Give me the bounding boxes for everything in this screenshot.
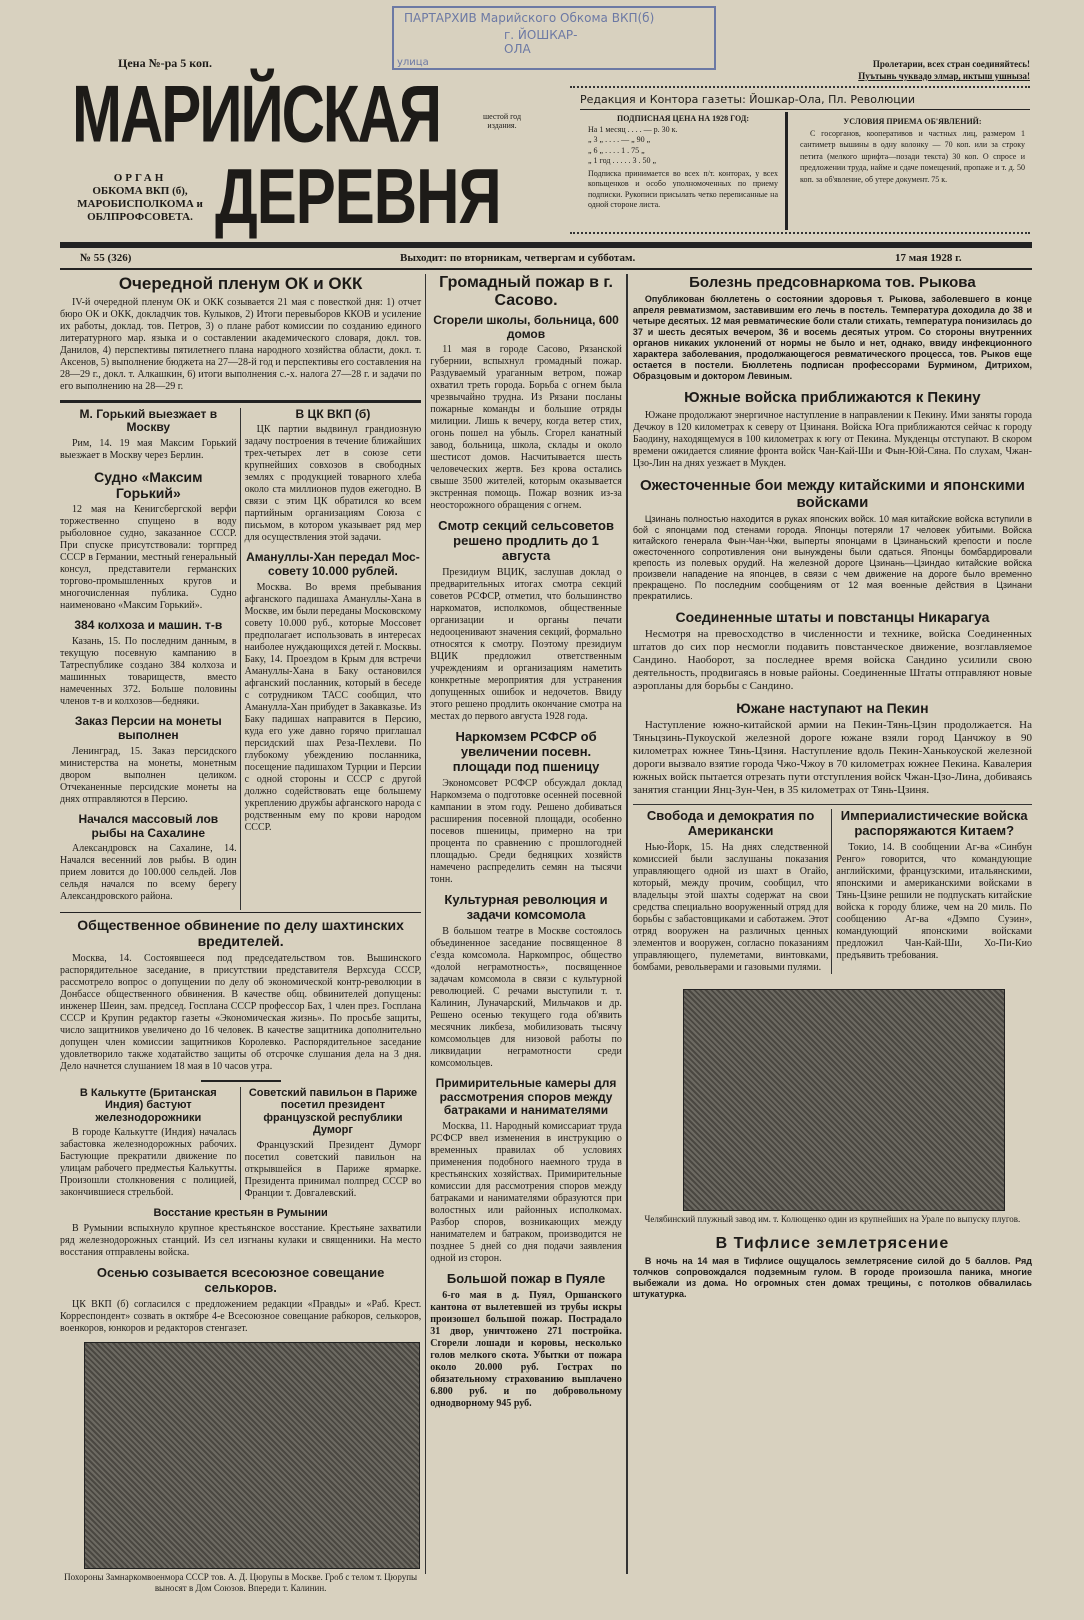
article-nicaragua <box>633 609 1032 693</box>
headline: 384 колхоза и машин. т-в <box>74 618 223 633</box>
article-culture <box>430 893 622 1070</box>
subscription-note: Подписка принимается во всех п/т. конторах, у всех копьщенков и особо уполномоченных по приему подписки. Рукописи присылать четко переписанные на одной стороне листа. <box>588 168 778 209</box>
article-persia <box>60 715 237 806</box>
article-body: Опубликован бюллетень о состоянии здоровья т. Рыкова, заболевшего в конце апреля ревматизмом, заставившим его лечь в постель. Температура доходила до 38 и четыре десятых. 12 мая ревматические боли стали стихать, температура понизилась до 37 и шесть десятых вечером, 36 и восемь десятых утром. Со стороны внутренних органов никаких уклонений от нормы не было и нет, однако, ввиду инфекционного характера заболевания, продолжающегося ревматического процесса, тов. Рыков еще остается в постели. Бюллетень подписан профессорами Бурмином, Дитрихом, Образцовым и доктором Левиным. <box>632 294 1032 382</box>
article-plenum <box>60 274 421 393</box>
article-body: Москва, 14. Состоявшееся под председательством тов. Вышинского распорядительное заседание, в присутствии представителя Верхсуда СССР, рассмотрело вопрос о допущении по делу об экономической контр-революции в Донбассе общественного обвинения. В качестве общ. обвинителей допущены: инженер Шеин, зам. председ. Госплана СССР профессор Бах, 1 член през. Госплана СССР и Крупин редактор газеты «Экономическая жизнь». По просьбе защиты, число защитников увеличено до 16 человек. В качестве защитника дополнительно допущен член комиссии защитников Королевко. Распорядительное заседание удовлетворило также ходатайство защиты об отсрочке слушания дела на 3 дня. Дело начнется слушанием 18 мая в 10 часов утра. <box>60 952 422 1072</box>
headline: Империалистические войска распоряжаются Китаем? <box>840 808 1028 839</box>
subscription-row: „ 1 год . . . . . 3 . 50 „ <box>588 156 657 165</box>
ads-box <box>800 116 1025 185</box>
article-imperialist <box>831 809 1032 974</box>
article-ck <box>245 408 422 545</box>
left-columns <box>60 408 421 911</box>
article-sasovo <box>430 274 622 512</box>
article-south <box>633 389 1032 469</box>
funeral-caption: Похороны Замнаркомвоенмора СССР тов. А. Д. Цюрупы в Москве. Гроб с телом т. Цюрупы выносят в Дом Союзов. Впереди т. Калинин. <box>64 1571 418 1593</box>
article-body: Ленинград, 15. Заказ персидского министерства на монеты, монетным двором выполнен целиком. Отчеканенные персидские монеты на днях отправляются в Персию. <box>60 745 237 805</box>
stamp-line: г. ЙОШКАР-ОЛА <box>504 28 578 56</box>
column-2 <box>240 408 422 911</box>
article-body: Несмотря на превосходство в численности и технике, войска Соединенных штатов до сих пор несмогли подавить повстанческое движение, возглавляемое Сандино. Наоборот, за последнее время войска Сандино усилили свою деятельность, продвигаясь в новые районы. Соединенные Штаты отправляют новые аэропланы для борьбы с Сандино. <box>632 628 1032 693</box>
headline: Соединенные штаты и повстанцы Никарагуа <box>675 609 990 625</box>
article-body: 6-го мая в д. Пуял, Оршанского кантона от вылетевшей из трубы искры произошел большой пожар. Пострадало 31 двор, уничтожено 271 постройка. Сгорели лошади и коровы, несколько голов мелкого скота. Убытки от пожара около 20.000 руб. Гострах по обязательному страхованию выплачено 6.800 руб. и по добровольному однодворному 945 руб. <box>430 1290 622 1410</box>
content-area <box>60 274 1032 1594</box>
article-body: Цзинань полностью находится в руках японских войск. 10 мая китайские войска вступили в бой с японцами под стенами города. Японцы потеряли 17 человек убитыми. Войска китайского генерала Фын-Чан-Чжи, выперты японцами в Цзинаньский крепости и после ожесточенного сопротивления они вынуждены были сдаться. Японцы бомбардировали крепость из полевых орудий. На железной дороге Цзинань—Цзиндао китайские войска произвели нападение на японцев, в связи с чем движение на дороге было временно прекращено. По последним сообщениям от 12 мая военные действия в Цзинани прекратились. <box>632 514 1032 601</box>
article-shakhty <box>60 917 421 1072</box>
organ-line: МАРОБИСПОЛКОМА и <box>77 198 203 210</box>
right-columns <box>633 804 1032 981</box>
headline: Большой пожар в Пуяле <box>446 1271 606 1287</box>
stamp-line: ПАРТАРХИВ Марийского Обкома ВКП(б) <box>404 11 655 25</box>
article-chambers <box>430 1077 622 1265</box>
article-peking <box>633 700 1032 797</box>
year-note: шестой год издания. <box>482 112 522 130</box>
masthead-title-line2: ДЕРЕВНЯ <box>215 152 501 240</box>
column-3 <box>425 274 626 1574</box>
article-body: Александровск на Сахалине, 14. Начался весенний лов рыбы. В один прием ловится до 100.000 сельдей. Лов сельдя начался по всему берегу Александровского района. <box>60 843 237 903</box>
headline: Амануллы-Хан передал Мос-совету 10.000 рублей. <box>246 550 420 579</box>
article-narkomzem <box>430 730 622 886</box>
foreign-news-columns <box>60 1087 421 1208</box>
article-body: Президиум ВЦИК, заслушав доклад о предварительных итогах смотра секций советов РСФСР, отметил, что большинство наркоматов, исполкомов, общественные организации и органы печати недооценивают значения секций, формально относятся к смотру. Поэтому президиум ВЦИК предложил ответственным учреждениям и организациям наметить конкретные мероприятия для устранения допущенных ошибок и недочетов. Ввиду этого решено продлить окончание смотра на местах до первого августа 1928 года. <box>430 567 622 723</box>
article-body: В ночь на 14 мая в Тифлисе ощущалось землетрясение силой до 5 баллов. Ряд толчков сопровождался подземным гулом. В городе произошла паника, многие выбежали из дома. Но огромных стен домах трещины, с потолков обвалилась штукатурка. <box>632 1256 1032 1300</box>
subscription-row: „ 3 „ . . . . — „ 90 „ <box>588 135 651 144</box>
headline: Культурная революция и задачи комсомола <box>444 892 608 922</box>
slogan-line: Пролетарии, всех стран соединяйтесь! <box>872 59 1030 69</box>
subscription-box <box>588 114 778 211</box>
organ-line: ОБЛПРОФСОВЕТА. <box>87 211 193 223</box>
headline: Общественное обвинение по делу шахтинских вредителей. <box>77 917 404 950</box>
organ-line: ОРГАН <box>113 172 167 184</box>
article-body: ЦК ВКП (б) согласился с предложением редакции «Правды» и «Раб. Крест. Корреспондент» созвать в октябре 4-е Всесоюзное совещание рабкоров, селькоров, военкоров, юнкоров и редакторов стенгазет. <box>60 1298 422 1334</box>
article-fish <box>60 813 237 904</box>
left-region <box>60 274 425 1594</box>
divider <box>60 268 1032 270</box>
subscription-title: ПОДПИСНАЯ ЦЕНА НА 1928 ГОД: <box>617 114 749 123</box>
article-body: Москва. Во время пребывания афганского падишаха Амануллы-Хана в Москве, им были переданы Московскому совету 10.000 руб., которые Моссовет предполагает использовать в интересах наиболее нуждающихся детей г. Москвы. Баку, 14. Проездом в Крым для встречи Амануллы-Хана в Баку остановился афганский посланник, который в беседе с сотрудником ТАСС сообщил, что Аманулла-Хан прибудет в Закавказье. Из Баку падишах направится в Персию, куда его уже давно горячо приглашал персидский шах Реза-Пехлеви. По глубокому убеждению посланника, посещение падишахом Турции и Персии с одной стороны и СССР с другой должно содействовать еще большему укреплению дружбы афганского народа с родственным ему по крови народом СССР. <box>244 581 422 833</box>
divider <box>201 1080 281 1082</box>
ornament-border <box>570 86 1030 90</box>
article-review <box>430 519 622 723</box>
divider <box>580 109 1030 110</box>
price: Цена №-ра 5 коп. <box>118 56 212 70</box>
article-amanulla <box>245 551 422 834</box>
plant-caption: Челябинский плужный завод им. т. Колющенко один из крупнейших на Урале по выпуску плугов. <box>644 1214 1021 1225</box>
headline: Свобода и демократия по Американски <box>646 808 815 839</box>
headline: Южане наступают на Пекин <box>736 700 929 717</box>
divider <box>60 400 421 403</box>
article-paris <box>240 1087 422 1201</box>
headline: Начался массовый лов рыбы на Сахалине <box>78 811 219 840</box>
stamp-line: улица <box>397 57 429 68</box>
archive-stamp <box>392 6 716 70</box>
column-1 <box>60 408 237 911</box>
headline: Ожесточенные бои между китайскими и японскими войсками <box>639 476 1025 511</box>
article-ship <box>60 469 237 612</box>
organ-info <box>70 172 210 224</box>
article-calcutta <box>60 1087 237 1201</box>
article-body: 11 мая в городе Сасово, Рязанской губернии, вспыхнул громадный пожар. Раздуваемый ураганным ветром, пожар охватил треть города. Борьба с огнем была чрезвычайно трудна. Из Рязани посланы пожарные команды и большие отряды милиции. Лишь к вечеру, когда ветер стих, огонь пошел на убыль. Сгорел канатный завод, больница, школа, склады и около шестисот домов. Насчитывается шесть человеческих жертв. Без крова остались свыше 3500 жителей, которым оказывается экстренная помощь. Пожар возник из-за неосторожного обращения с огнем. <box>430 344 622 512</box>
organ-line: ОБКОМА ВКП (б), <box>92 185 188 197</box>
article-body: Казань, 15. По последним данным, в текущую посевную кампанию в Татреспублике создано 384 колхоза и машинных товариществ, вместо намеченных 372. Больше половины членов т-в и колхозов—бедняки. <box>60 636 237 708</box>
subscription-row: „ 6 „ . . . . 1 . 75 „ <box>588 145 645 155</box>
subscription-row: На 1 месяц . . . . — р. 30 к. <box>588 124 678 134</box>
headline: Осенью созывается всесоюзное совещание селькоров. <box>96 1264 385 1295</box>
headline: Громадный пожар в г. Сасово. <box>439 274 613 310</box>
divider <box>785 112 788 230</box>
article-rykov <box>633 274 1032 382</box>
article-body: Москва, 11. Народный комиссариат труда РСФСР ввел изменения в инструкцию о временных правилах об условиях применения подобного наемного труда в крестьянских хозяйствах. Примирительные комиссии для рассмотрения споров между батраками и нанимателями образуются при волостных или районных исполкомах. Разбор споров, возникающих между нанимателем и батраком, производится не позднее 5 дней со дня подачи заявления одной из сторон. <box>430 1121 622 1265</box>
slogan-line: Пуътынь чуквадо элмар, иктыш ушныза! <box>858 71 1030 81</box>
headline: Восстание крестьян в Румынии <box>153 1207 328 1220</box>
headline: Наркомзем РСФСР об увеличении посевн. площади под пшеницу <box>452 729 600 775</box>
divider <box>60 912 421 913</box>
article-body: В большом театре в Москве состоялось объединенное заседание посвященное 8 с'езда комсомола. Наркомпрос, общество «долой неграмотность», посвященное задачам комсомола в связи с культурной революцией. С речами выступили т. т. Калинин, Луначарский, Мильчаков и др. Решено осенью текущего года об'явить месячник ликбеза, мобилизовать тысячу комсомольцев для низовой работы по ликвидации неграмотности среди комсомольцев. <box>430 925 622 1069</box>
article-romania <box>60 1207 421 1259</box>
headline: Болезнь предсовнаркома тов. Рыкова <box>689 274 976 291</box>
headline: В Калькутте (Британская Индия) бастуют железнодорожники <box>79 1086 217 1124</box>
headline: Очередной пленум ОК и ОКК <box>118 274 363 293</box>
slogan <box>780 58 1030 82</box>
ads-title: УСЛОВИЯ ПРИЕМА ОБ'ЯВЛЕНИЙ: <box>843 117 982 126</box>
right-section <box>626 274 1032 1574</box>
funeral-photo <box>84 1342 420 1569</box>
headline: Советский павильон в Париже посетил президент французской республики Думорг <box>248 1086 418 1137</box>
article-body: IV-й очередной пленум ОК и ОКК созывается 21 мая с повесткой дня: 1) отчет бюро ОК и ОКК, докладчик тов. Кулыков, 2) Итоги перевыборов ККОВ и усиление их работы, доклад. тов. Петров, 3) о плане работ комиссии по созданию единого литературного мар. языка и о составлении академического словаря, докл. тов. Данилов, 4) перспективы пятилетнего плана народного хозяйства области, докл. т. Аксенов, 5) выполнение бюджета на 27—28-й год и перспективы его составления на 28—29 г., докл. т. Алкашкин, 6) итоги выполнения с.-х. налога 27—28 г. и задачи по его выполнению на 28—29 г. <box>60 296 422 392</box>
issue-number: № 55 (326) <box>80 252 132 264</box>
headline: Примирительные камеры для рассмотрения споров между батраками и нанимателями <box>435 1075 617 1118</box>
article-battles <box>633 477 1032 603</box>
headline: Смотр секций сельсоветов решено продлить до 1 августа <box>438 518 614 564</box>
ornament-border <box>570 232 1030 236</box>
headline: Заказ Персии на монеты выполнен <box>74 714 222 742</box>
address: Редакция и Контора газеты: Йошкар-Ола, Пл. Революции <box>580 93 916 106</box>
headline: М. Горький выезжает в Москву <box>79 406 218 435</box>
article-congress <box>60 1266 421 1335</box>
issue-date: 17 мая 1928 г. <box>895 252 962 264</box>
article-body: ЦК партии выдвинул грандиозную задачу построения в течение ближайших трех-четырех лет в союзе сети крупнейших совхозов в свободных землях с продукцией товарного хлеба около ста миллионов пудов ежегодно. В связи с этим ЦК обратился ко всем партийным организациям Союза с письмом, в котором указывает ряд мер для осуществления этой задачи. <box>244 424 422 544</box>
plant-photo <box>683 989 1005 1211</box>
article-body: В Румынии вспыхнуло крупное крестьянское восстание. Крестьяне захватили ряд железнодорожных станций. Из сел изгнаны кулаки и священники. На место восстания отправлены войска. <box>60 1222 422 1258</box>
headline: Судно «Максим Горький» <box>94 469 203 502</box>
article-body: В городе Калькутте (Индия) началась забастовка железнодорожных рабочих. Бастующие прекратили движение по улицам рабочего предместья Калькутты. Произошли столкновения с полицией, закончившиеся стрельбой. <box>60 1127 237 1199</box>
article-body: Наступление южно-китайской армии на Пекин-Тянь-Цзин продолжается. На Тяньцзинь-Пукоуской железной дороге южане взяли город Цанчжоу в 90 километрах южнее Тянь-Цзиня. Наступление вдоль Пекин-Ханькоуской железной дороги вызвало взятие города Чжо-Чжоу в 70 километрах южнее Пекина. Кавалерия южных войск пытается отрезать пути отступления войск Чжан-Цзо-Лина, добиваясь занятия станции Янц-Зун-Чен, в 35 километрах от Тянь-Цзиня. <box>632 719 1032 797</box>
subheadline: Сгорели школы, больница, 600 домов <box>433 312 619 341</box>
headline: В Тифлисе землетрясение <box>715 1235 950 1253</box>
schedule: Выходит: по вторникам, четвергам и субботам. <box>400 252 636 264</box>
article-body: Рим, 14. 19 мая Максим Горький выезжает в Москву через Берлин. <box>60 438 237 462</box>
article-kolhoz <box>60 619 237 708</box>
masthead-rule <box>60 242 1032 248</box>
article-freedom <box>633 809 829 974</box>
masthead-title-line1: МАРИЙСКАЯ <box>72 68 440 160</box>
article-gorky <box>60 408 237 463</box>
article-body: 12 мая на Кенигсбергской верфи торжественно спущено в воду рыболовное судно, заказанное СССР. При спуске присутствовали: торгпред СССР в Германии, местный генеральный консул, представители германских торгово-промышленных кругов и многочисленная публика. Судно наименовано «Максим Горький». <box>60 504 237 612</box>
article-puyale <box>430 1272 622 1410</box>
article-body: Токио, 14. В сообщении Аг-ва «Синбун Ренго» говорится, что командующие английскими, французскими, итальянскими, японскими и американскими войсками в Тянь-Цзине решили не подпускать китайские войска к городу ближе, чем на 20 миль. По сообщению Аг-ва «Дэмпо Суэин», командующий японскими войсками предложил Чан-Кай-Ши, Хо-Пи-Кио предъявить требования. <box>836 842 1032 962</box>
article-body: Экономсовет РСФСР обсуждал доклад Наркомзема о подготовке осенней посевной кампании в этом году. Решено добиваться расширения посевной площади, особенно посевов пшеницы, примерно на три процента по сравнению с прошлогодней площадью. Среди бедняцких хозяйств намечено распределить семян на тысячи тонн. <box>430 778 622 885</box>
article-body: Южане продолжают энергичное наступление в направлении к Пекину. Ими заняты города Дечжоу в 120 километрах к северу от Цзинаня. Войска Юга приближаются сейчас к городу Баодину, находящемуся в 100 километрах к югу от Пекина. Мукденцы отступают. В скором времени ожидается слияние фронта войск Чан-Кай-Ши и Фын-Юй-Сяна. По слухам, Чжан-Цзо-Лин на днях уезжает в Мукден. <box>632 409 1032 469</box>
article-body: Французский Президент Думорг посетил советский павильон на открывшейся в Париже ярмарке. Президента принимал полпред СССР во Франции т. Довгалевский. <box>244 1140 422 1200</box>
article-tiflis <box>633 1235 1032 1300</box>
ads-text: С госорганов, кооперативов и частных лиц, размером 1 сантиметр вышины в одну колонку — 70 коп. или за строку петита (мелкого шрифта—позади текста) 30 коп. О спросе и предложении труда, найме и сдаче помещений, пропаже и т. д. 50 коп. за об'явление, об утере документ. 75 к. <box>800 128 1025 184</box>
article-body: Нью-Йорк, 15. На днях следственной комиссией были заслушаны показания управляющего одной из шахт в Огайо, который, между прочим, сообщил, что владельцы этой шахты содержат на свои средства специально вооруженный отряд для борьбы с забастовщиками и саботажем. Этот отряд вооружен на различных ценных элементов и вооружен, согласно показаниям управляющего, пулеметами, винтовками, бомбами, револьверами и газовыми пулями. <box>632 842 829 974</box>
headline: Южные войска приближаются к Пекину <box>684 389 981 407</box>
headline: В ЦК ВКП (б) <box>295 406 371 421</box>
